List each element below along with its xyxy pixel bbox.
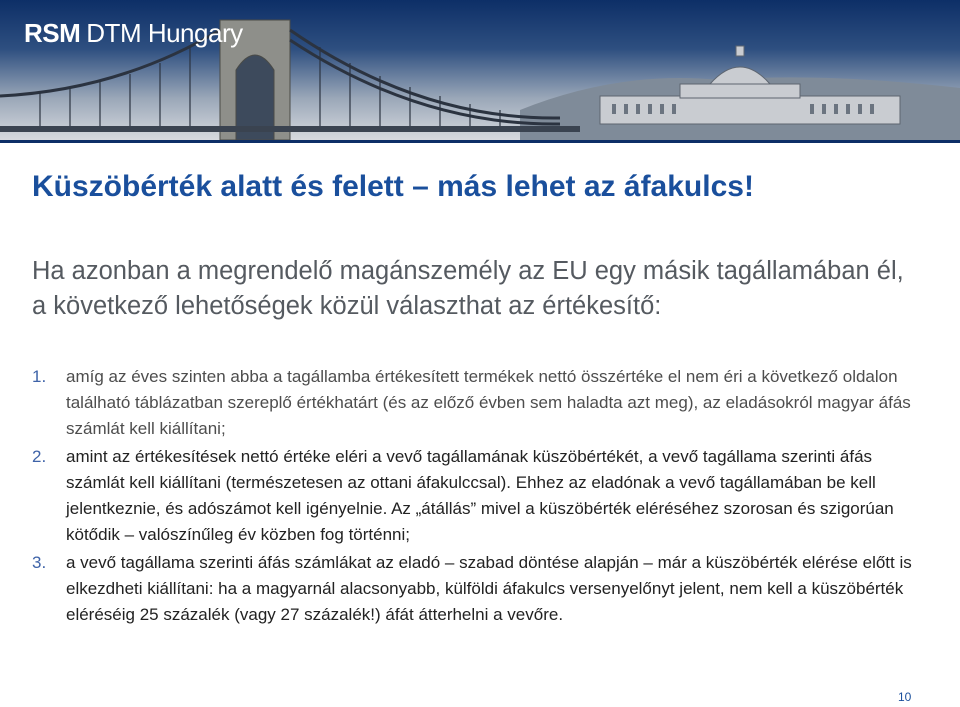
slide-title: Küszöbérték alatt és felett – más lehet az áfakulcs! [32,170,754,203]
list-item-text: amíg az éves szinten abba a tagállamba értékesített termékek nettó összértéke el nem éri a következő oldalon található táblázatban szereplő értékhatárt (és az előző évben sem haladta azt meg), az eladásokról magyar áfás számlát kell kiállítani; [66,367,911,438]
list-item [32,550,912,628]
intro-paragraph: Ha azonban a megrendelő magánszemély az EU egy másik tagállamában él, a következő lehetőségek közül választhat az értékesítő: [32,257,904,320]
header-divider [0,140,960,143]
list-item-text: amint az értékesítések nettó értéke eléri a vevő tagállamának küszöbértékét, a vevő tagállama szerinti áfás számlát kell kiállítani (természetesen az ottani áfakulccsal). Ehhez az eladónak a vevő tagállamában be kell jelentkeznie, és adószámot kell igényelnie. Az „átállás” mivel a küszöbérték eléréséhez szorosan és szigorúan kötődik – valószínűleg év közben fog történni; [66,447,894,544]
list-item [32,444,912,548]
list-item-number: 1. [32,367,47,386]
list-item [32,364,912,442]
logo-dtm-hungary: DTM Hungary [86,18,243,48]
page-number: 10 [898,690,912,704]
company-logo [24,18,243,49]
logo-rsm: RSM [24,18,81,48]
options-list [32,364,912,630]
list-item-number: 2. [32,447,47,466]
list-item-text: a vevő tagállama szerinti áfás számlákat az eladó – szabad döntése alapján – már a küszöbérték elérése előtt is elkezdheti kiállítani: ha a magyarnál alacsonyabb, külföldi áfakulcs versenyelőnyt jelent, nem kell a küszöbérték eléréséig 25 százalék (vagy 27 százalék!) áfát átterhelni a vevőre. [66,553,912,624]
list-item-number: 3. [32,553,47,572]
header-banner [0,0,960,140]
